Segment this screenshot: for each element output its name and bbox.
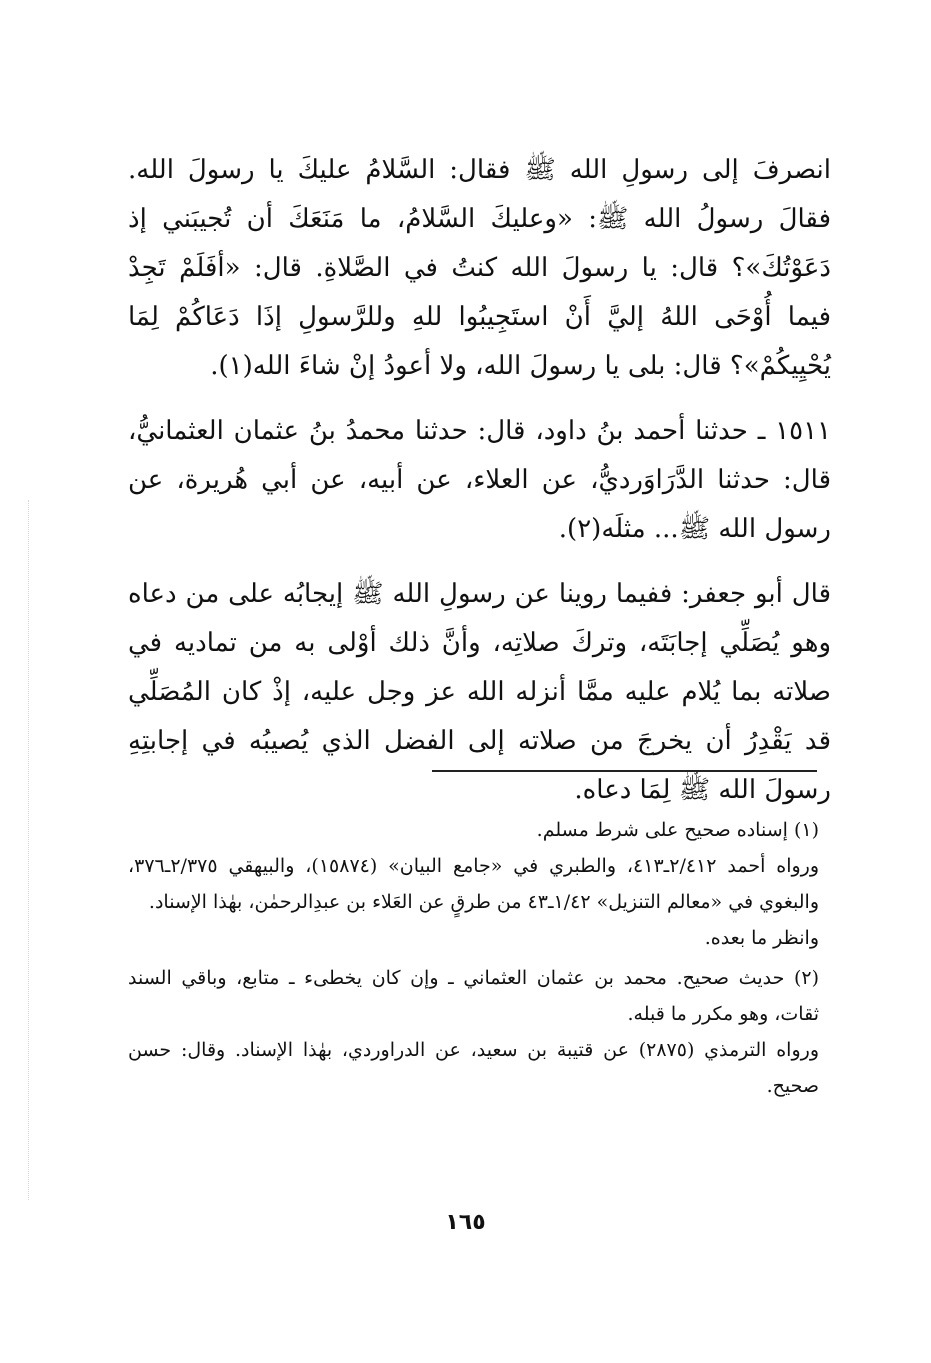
page-number: ١٦٥	[445, 1210, 486, 1235]
page-edge-line	[28, 500, 29, 1200]
footnote-2: (٢) حديث صحيح. محمد بن عثمان العثماني ـ وإن كان يخطىء ـ متابع، وباقي السند ثقات، وهو مكرر ما قبله.	[128, 967, 819, 1025]
footnote-2-sources: ورواه الترمذي (٢٨٧٥) عن قتيبة بن سعيد، عن الدراوردي، بهٰذا الإسناد. وقال: حسن صحيح.	[128, 1039, 819, 1097]
footnote-1-see-next: وانظر ما بعده.	[704, 927, 819, 949]
main-text	[128, 146, 831, 815]
abu-jafar-commentary: قال أبو جعفر: ففيما روينا عن رسولِ الله ﷺ إيجابُه على من دعاه وهو يُصَلِّي إجابَتَه، وتركَ صلاتِه، وأنَّ ذلك أوْلى به من تماديه في صلاته بما يُلام عليه ممَّا أنزله الله عز وجل عليه، إذْ كان المُصَلِّي قد يَقْدِرُ أن يخرجَ من صلاته إلى الفضل الذي يُصيبُه في إجابتِهِ رسولَ الله ﷺ لِمَا دعاه.	[128, 579, 831, 805]
paragraph-1: انصرفَ إلى رسولِ الله ﷺ فقال: السَّلامُ عليكَ يا رسولَ الله. فقالَ رسولُ الله ﷺ: «وعليكَ السَّلامُ، ما مَنَعَكَ أن تُجيبَني إذ دَعَوْتُكَ»؟ قال: يا رسولَ الله كنتُ في الصَّلاةِ. قال: «أفَلَمْ تَجِدْ فيما أُوْحَى اللهُ إليَّ أَنْ استَجِيبُوا للهِ وللرَّسولِ إذَا دَعَاكُمْ لِمَا يُحْيِيكُمْ»؟ قال: بلى يا رسولَ الله، ولا أعودُ إنْ شاءَ الله(١).	[128, 155, 832, 381]
footnote-divider	[432, 770, 817, 772]
hadith-1511: ١٥١١ ـ حدثنا أحمد بنُ داود، قال: حدثنا محمدُ بنُ عثمان العثمانيُّ، قال: حدثنا الدَّرَاوَرديُّ، عن العلاء، عن أبيه، عن أبي هُريرة، عن رسول الله ﷺ... مثلَه(٢).	[128, 416, 831, 544]
footnote-1-sources: ورواه أحمد ٢/٤١٢ـ٤١٣، والطبري في «جامع البيان» (١٥٨٧٤)، والبيهقي ٢/٣٧٥ـ٣٧٦، والبغوي في «معالم التنزيل» ١/٤٢ـ٤٣ من طرقٍ عن العَلاء بن عبدِالرحمٰن، بهٰذا الإسناد.	[128, 855, 820, 913]
footnote-1: (١) إسناده صحيح على شرط مسلم.	[536, 819, 819, 841]
footnotes	[128, 812, 819, 1104]
